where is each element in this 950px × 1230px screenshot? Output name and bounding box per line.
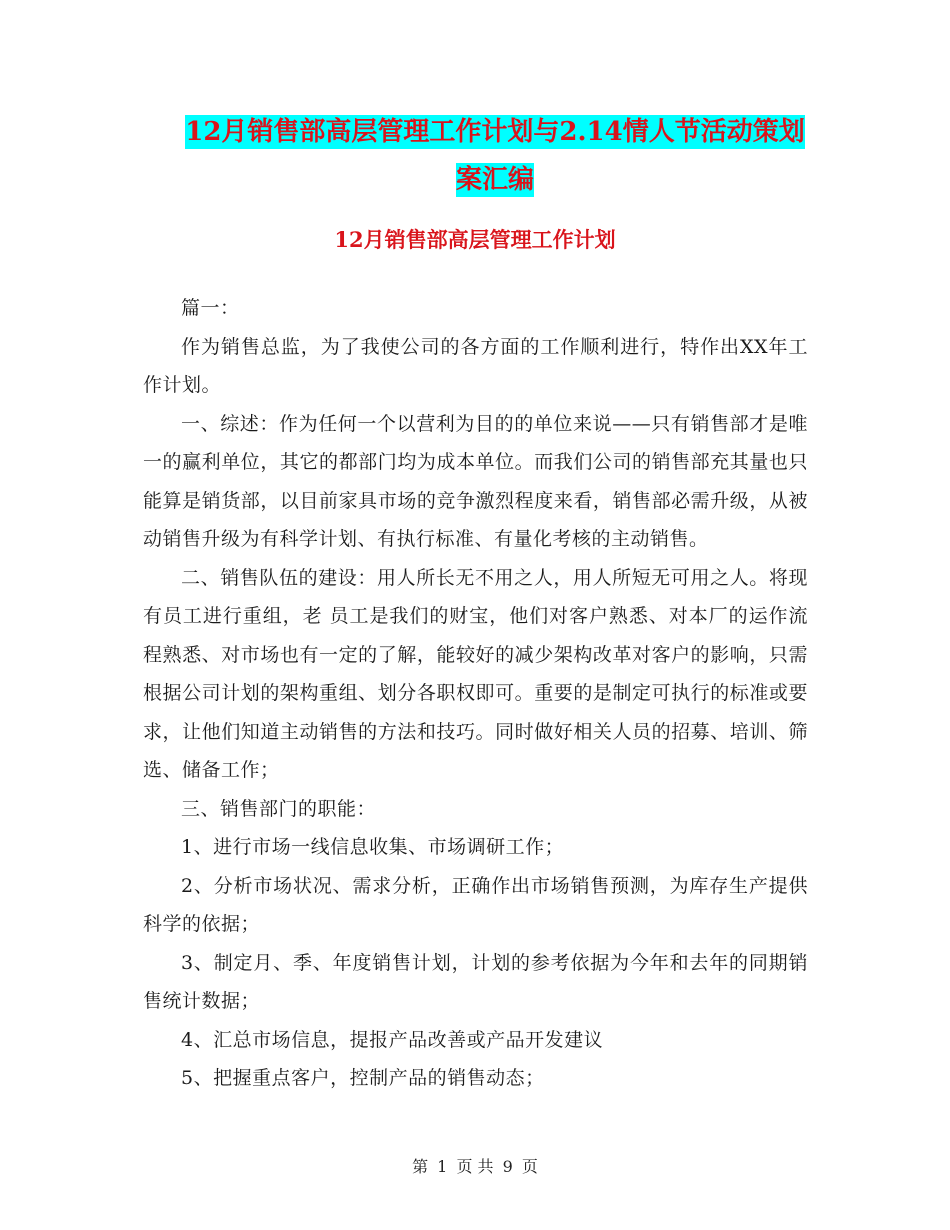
footer-total-pages: 9 — [502, 1157, 513, 1176]
footer-suffix: 页 — [521, 1157, 538, 1176]
paragraph: 篇一： — [181, 297, 240, 319]
document-title-line-1: 12月销售部高层管理工作计划与2.14情人节活动策划 — [185, 117, 805, 147]
paragraph: 4、汇总市场信息，提报产品改善或产品开发建议 — [181, 1028, 604, 1051]
paragraph: 一、综述：作为任何一个以营利为目的的单位来说——只有销售部才是唯一的赢利单位，其它的都部门均为成本单位。而我们公司的销售部充其量也只能算是销货部，以目前家具市场的竞争激烈程度来看，销售部必需升级，从被动销售升级为有科学计划、有执行标准、有量化考核的主动销售。 — [143, 412, 808, 550]
section-title: 12月销售部高层管理工作计划 — [334, 227, 616, 252]
document-body — [143, 289, 808, 1098]
footer-middle: 页 共 — [456, 1157, 494, 1176]
paragraph: 2、分析市场状况、需求分析，正确作出市场销售预测，为库存生产提供科学的依据； — [143, 874, 808, 935]
footer-prefix: 第 — [412, 1157, 429, 1176]
paragraph: 1、进行市场一线信息收集、市场调研工作； — [181, 836, 565, 858]
paragraph: 三、销售部门的职能： — [181, 797, 377, 820]
footer-current-page: 1 — [437, 1157, 448, 1176]
paragraph: 5、把握重点客户，控制产品的销售动态； — [181, 1067, 545, 1089]
paragraph: 3、制定月、季、年度销售计划，计划的参考依据为今年和去年的同期销售统计数据； — [143, 951, 808, 1012]
page-footer — [0, 1155, 950, 1179]
document-title — [140, 108, 850, 204]
document-title-line-2: 案汇编 — [455, 165, 534, 195]
paragraph: 二、销售队伍的建设：用人所长无不用之人，用人所短无可用之人。将现有员工进行重组，老 员工是我们的财宝，他们对客户熟悉、对本厂的运作流程熟悉、对市场也有一定的了解，能较好的减少架构改革对客户的影响，只需根据公司计划的架构重组、划分各职权即可。重要的是制定可执行的标准或要求，让他们知道主动销售的方法和技巧。同时做好相关人员的招募、培训、筛选、储备工作； — [143, 566, 808, 781]
paragraph: 作为销售总监，为了我使公司的各方面的工作顺利进行，特作出XX年工作计划。 — [143, 335, 808, 396]
